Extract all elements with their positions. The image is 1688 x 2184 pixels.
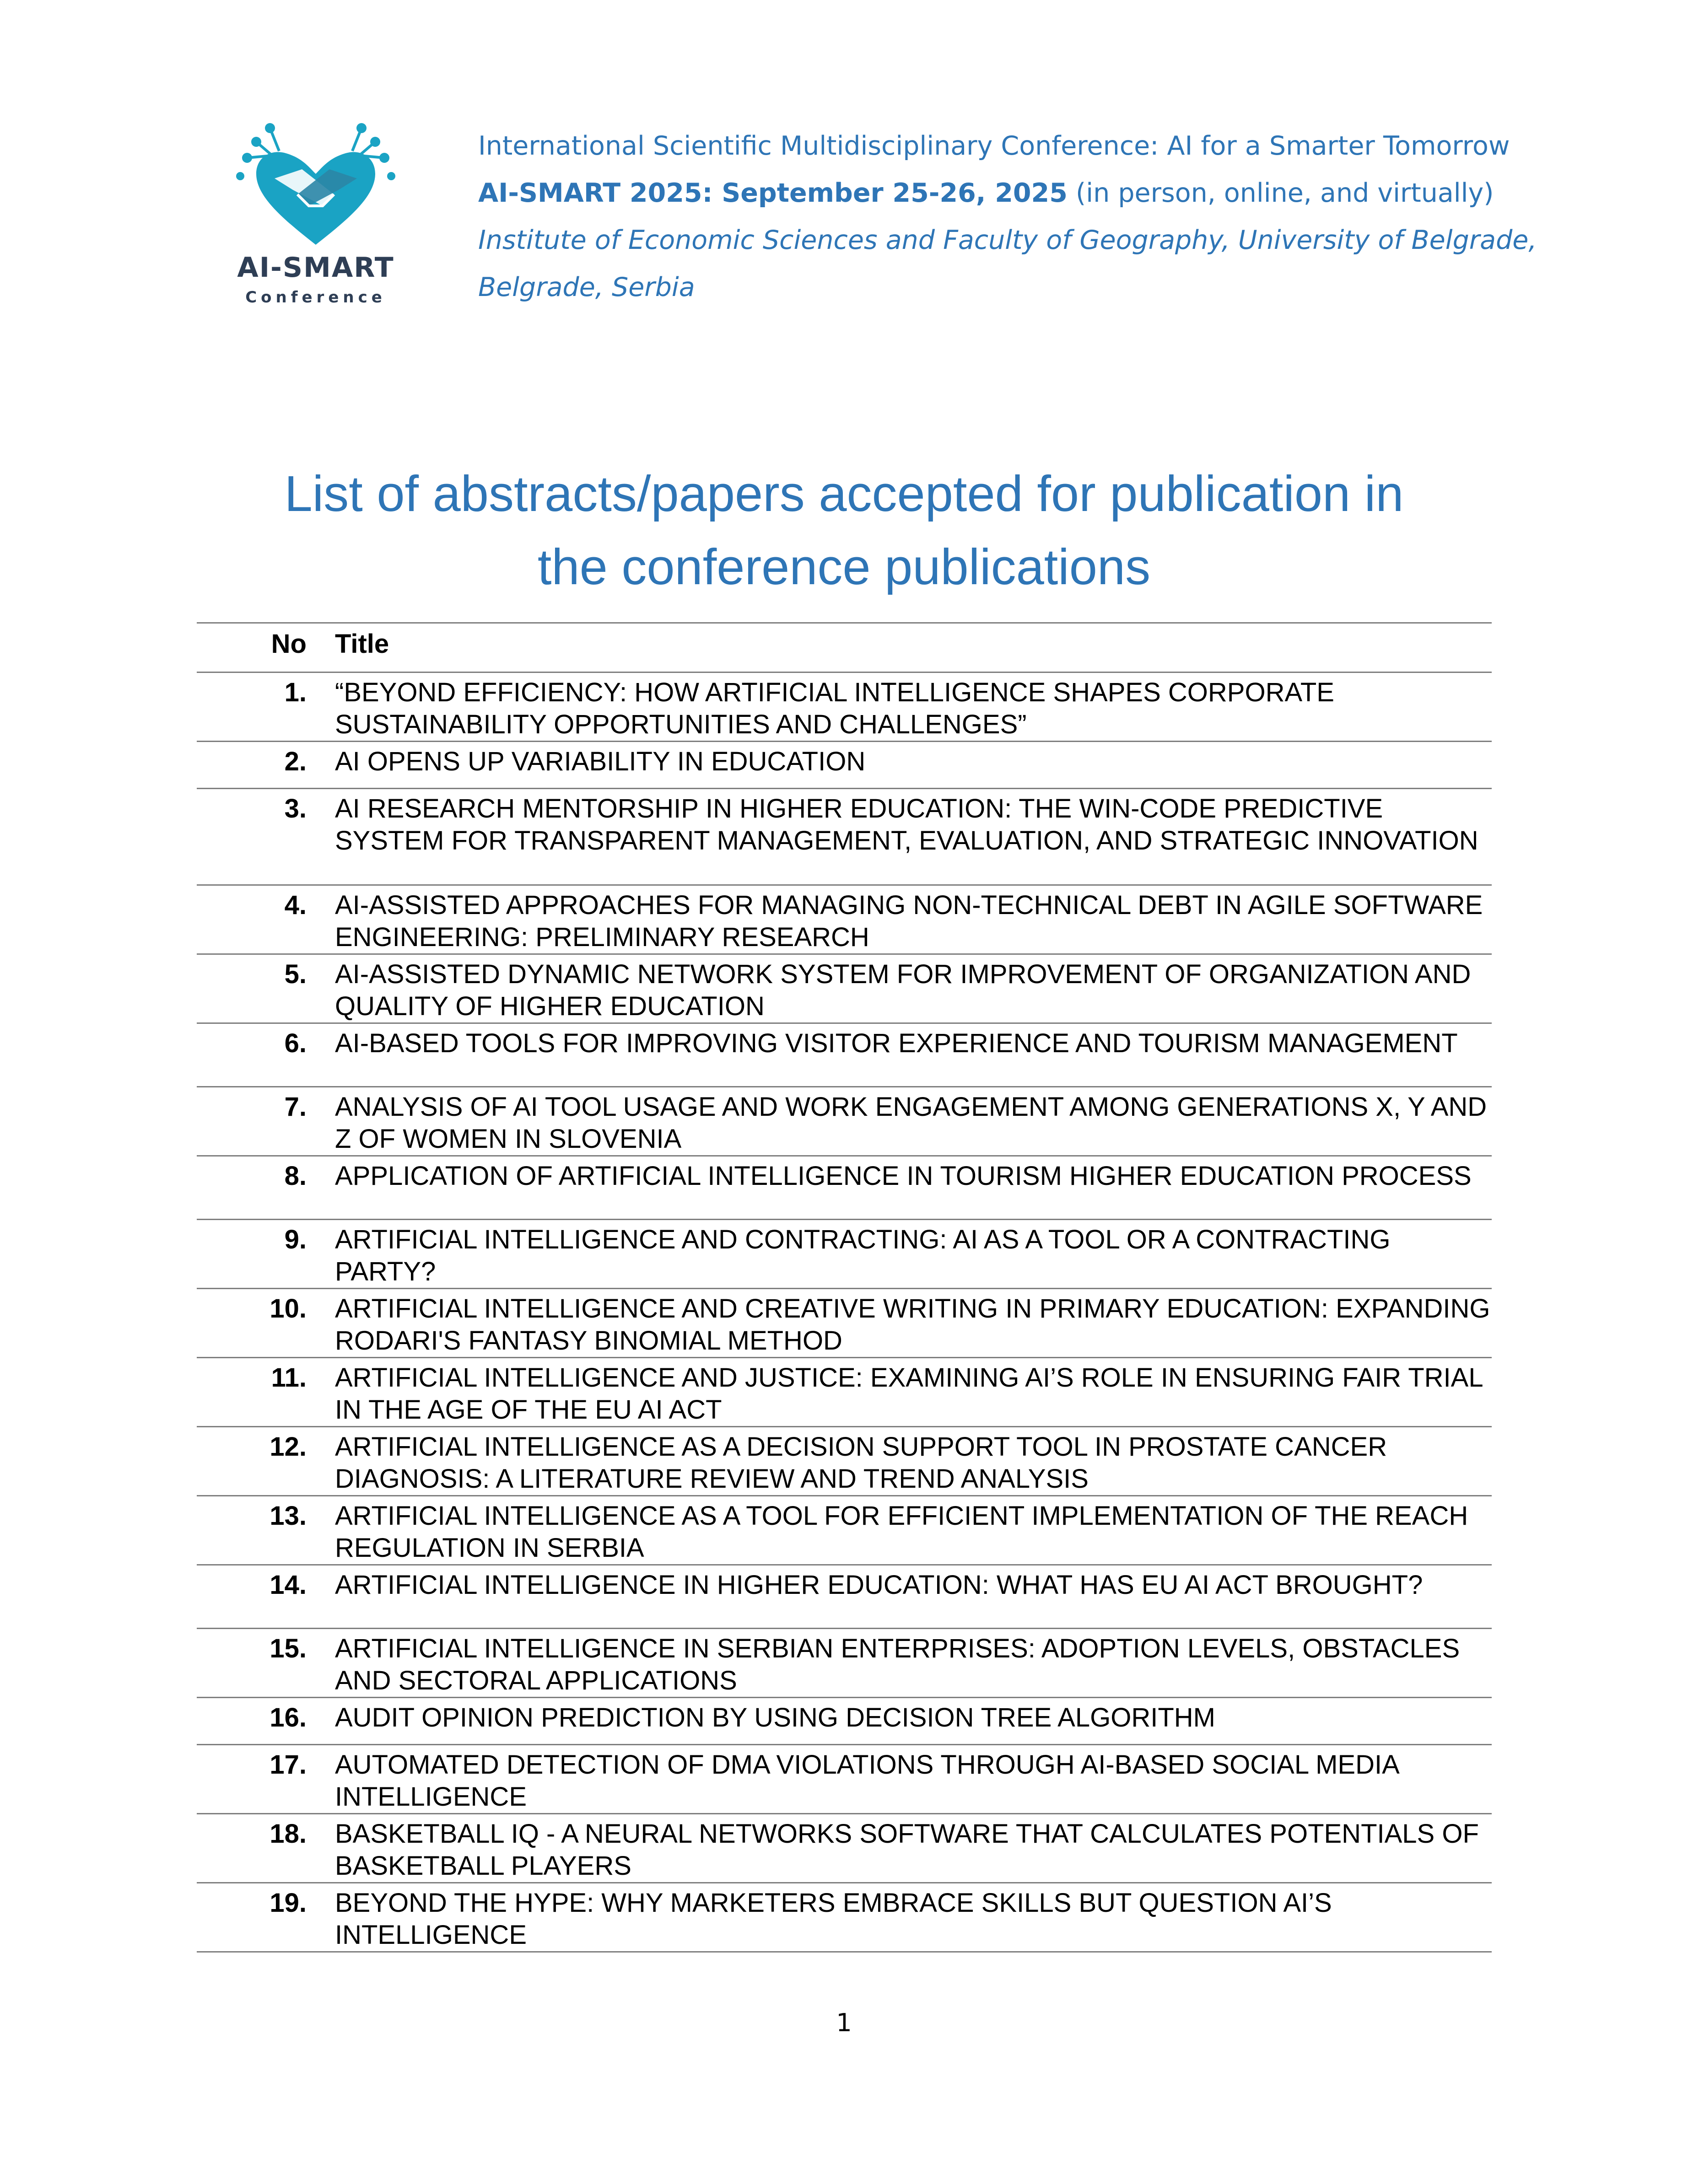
row-title: AI-BASED TOOLS FOR IMPROVING VISITOR EXPERIENCE AND TOURISM MANAGEMENT — [335, 1028, 1458, 1058]
row-title: AI RESEARCH MENTORSHIP IN HIGHER EDUCATION: THE WIN-CODE PREDICTIVE SYSTEM FOR TRANSPARENT MANAGEMENT, EVALUATION, AND STRATEGIC INNOVATION — [335, 794, 1478, 855]
table-row — [197, 1745, 1492, 1814]
conference-name: International Scientific Multidisciplinary Conference: AI for a Smarter Tomorrow — [478, 131, 1510, 161]
logo-subtitle: Conference — [245, 288, 386, 307]
table-row — [197, 1358, 1492, 1427]
row-number: 7. — [284, 1092, 307, 1122]
row-title: ARTIFICIAL INTELLIGENCE AND CREATIVE WRITING IN PRIMARY EDUCATION: EXPANDING RODARI'S FANTASY BINOMIAL METHOD — [335, 1294, 1490, 1356]
row-number: 11. — [271, 1363, 307, 1393]
page-title-line2: the conference publications — [537, 539, 1151, 595]
row-title: ANALYSIS OF AI TOOL USAGE AND WORK ENGAGEMENT AMONG GENERATIONS X, Y AND Z OF WOMEN IN SLOVENIA — [335, 1092, 1487, 1154]
row-title: ARTIFICIAL INTELLIGENCE AND JUSTICE: EXAMINING AI’S ROLE IN ENSURING FAIR TRIAL IN THE AGE OF THE EU AI ACT — [335, 1363, 1483, 1425]
table-row — [197, 789, 1492, 885]
conference-header — [478, 123, 1576, 311]
row-number: 9. — [284, 1225, 307, 1254]
row-title: ARTIFICIAL INTELLIGENCE AS A DECISION SUPPORT TOOL IN PROSTATE CANCER DIAGNOSIS: A LITERATURE REVIEW AND TREND ANALYSIS — [335, 1432, 1387, 1494]
conference-venue-line1: Institute of Economic Sciences and Faculty of Geography, University of Belgrade, — [478, 225, 1537, 255]
logo-name: AI-SMART — [237, 252, 394, 284]
row-number: 3. — [284, 794, 307, 823]
row-number: 17. — [270, 1750, 307, 1780]
row-title: AI-ASSISTED DYNAMIC NETWORK SYSTEM FOR IMPROVEMENT OF ORGANIZATION AND QUALITY OF HIGHER EDUCATION — [335, 959, 1471, 1021]
table-row — [197, 1629, 1492, 1698]
row-number: 1. — [284, 678, 307, 707]
column-header-title: Title — [335, 629, 389, 659]
page-number: 1 — [836, 2008, 852, 2037]
table-row — [197, 885, 1492, 954]
row-number: 14. — [270, 1570, 307, 1600]
table-row — [197, 742, 1492, 789]
table-row — [197, 1023, 1492, 1087]
table-row — [197, 954, 1492, 1023]
table-header-row — [197, 623, 1492, 672]
row-number: 5. — [284, 959, 307, 989]
row-title: AI-ASSISTED APPROACHES FOR MANAGING NON-TECHNICAL DEBT IN AGILE SOFTWARE ENGINEERING: PRELIMINARY RESEARCH — [335, 890, 1483, 952]
page-title — [137, 457, 1551, 604]
row-title: ARTIFICIAL INTELLIGENCE IN HIGHER EDUCATION: WHAT HAS EU AI ACT BROUGHT? — [335, 1570, 1423, 1600]
row-number: 19. — [270, 1888, 307, 1918]
table-row — [197, 1883, 1492, 1952]
table-row — [197, 1087, 1492, 1156]
row-number: 8. — [284, 1161, 307, 1191]
row-number: 16. — [270, 1703, 307, 1732]
conference-dates — [478, 170, 1576, 217]
table-row — [197, 1814, 1492, 1883]
row-number: 13. — [270, 1501, 307, 1531]
row-number: 15. — [270, 1634, 307, 1663]
row-title: AUTOMATED DETECTION OF DMA VIOLATIONS THROUGH AI-BASED SOCIAL MEDIA INTELLIGENCE — [335, 1750, 1398, 1812]
handshake-heart-icon — [229, 114, 403, 247]
column-header-no: No — [271, 629, 307, 659]
conference-logo — [229, 114, 403, 311]
row-title: ARTIFICIAL INTELLIGENCE AS A TOOL FOR EFFICIENT IMPLEMENTATION OF THE REACH REGULATION IN SERBIA — [335, 1501, 1468, 1563]
row-title: BEYOND THE HYPE: WHY MARKETERS EMBRACE SKILLS BUT QUESTION AI’S INTELLIGENCE — [335, 1888, 1332, 1950]
row-title: APPLICATION OF ARTIFICIAL INTELLIGENCE IN TOURISM HIGHER EDUCATION PROCESS — [335, 1161, 1472, 1191]
row-number: 6. — [284, 1028, 307, 1058]
table-row — [197, 1698, 1492, 1745]
conference-venue-line2: Belgrade, Serbia — [478, 272, 695, 302]
row-title: “BEYOND EFFICIENCY: HOW ARTIFICIAL INTELLIGENCE SHAPES CORPORATE SUSTAINABILITY OPPORTUNITIES AND CHALLENGES” — [335, 678, 1334, 739]
row-number: 18. — [270, 1819, 307, 1849]
table-row — [197, 1156, 1492, 1220]
table-row — [197, 1289, 1492, 1358]
row-number: 12. — [270, 1432, 307, 1462]
accepted-papers-table — [197, 622, 1492, 1953]
row-title: ARTIFICIAL INTELLIGENCE AND CONTRACTING: AI AS A TOOL OR A CONTRACTING PARTY? — [335, 1225, 1391, 1286]
conference-mode: (in person, online, and virtually) — [1067, 178, 1494, 208]
table-row — [197, 1565, 1492, 1629]
row-title: ARTIFICIAL INTELLIGENCE IN SERBIAN ENTERPRISES: ADOPTION LEVELS, OBSTACLES AND SECTORAL APPLICATIONS — [335, 1634, 1460, 1695]
page-title-line1: List of abstracts/papers accepted for publication in — [284, 466, 1404, 522]
row-title: AI OPENS UP VARIABILITY IN EDUCATION — [335, 747, 866, 776]
table-row — [197, 1496, 1492, 1565]
table-row — [197, 1427, 1492, 1496]
table-row — [197, 1220, 1492, 1289]
row-number: 10. — [270, 1294, 307, 1323]
row-number: 2. — [284, 747, 307, 776]
row-number: 4. — [284, 890, 307, 920]
conference-dates-bold: AI-SMART 2025: September 25-26, 2025 — [478, 178, 1068, 208]
table-row — [197, 672, 1492, 742]
row-title: AUDIT OPINION PREDICTION BY USING DECISION TREE ALGORITHM — [335, 1703, 1215, 1732]
row-title: BASKETBALL IQ - A NEURAL NETWORKS SOFTWARE THAT CALCULATES POTENTIALS OF BASKETBALL PLAYERS — [335, 1819, 1479, 1881]
